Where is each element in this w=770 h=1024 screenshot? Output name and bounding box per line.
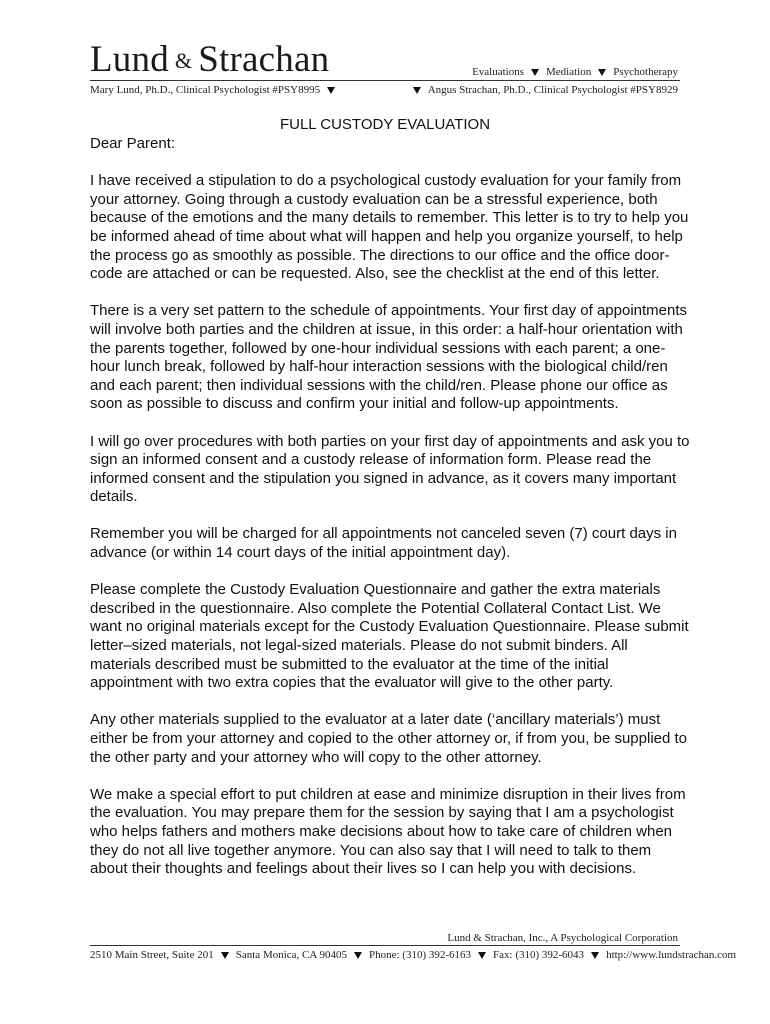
document-title: FULL CUSTODY EVALUATION xyxy=(279,116,491,133)
address-street: 2510 Main Street, Suite 201 xyxy=(90,949,214,961)
brand-logo xyxy=(90,40,329,84)
leaf-bullet-icon xyxy=(354,952,362,959)
right-credit-text: Angus Strachan, Ph.D., Clinical Psychologist #PSY8929 xyxy=(427,84,678,96)
header-divider xyxy=(90,80,680,81)
brand-name-strachan: Strachan xyxy=(198,39,330,80)
address-city: Santa Monica, CA 90405 xyxy=(235,949,347,961)
paragraph: Remember you will be charged for all appointments not canceled seven (7) court days in advance (or within 14 court days of the initial appointment day). xyxy=(90,525,677,562)
address-phone: Phone: (310) 392-6163 xyxy=(368,949,472,961)
letter-body xyxy=(90,135,690,897)
paragraph: We make a special effort to put children at ease and minimize disruption in their lives from the evaluation. You may prepare them for the session by saying that I am a psychologist who helps fathers and mothers make decisions about how to take care of children when they do not all live together anymore. You can also say that I will need to talk to them about their thoughts and feelings about their lives so I can help you with decisions. xyxy=(90,785,686,878)
salutation: Dear Parent: xyxy=(90,135,176,152)
paragraph: There is a very set pattern to the schedule of appointments. Your first day of appointments will involve both parties and the children at issue, in this order: a half-hour orientation with the parents together, followed by one-hour individual sessions with each parent; a one-hour lunch break, followed by half-hour interaction sessions with the biological child/ren and each parent; then individual sessions with the child/ren. Please phone our office as soon as possible to discuss and confirm your initial and follow-up appointments. xyxy=(90,302,688,413)
paragraph: Any other materials supplied to the evaluator at a later date (‘ancillary materials’) must either be from your attorney and copied to the other attorney or, if from you, be supplied to the other party and your attorney who will copy to the other attorney. xyxy=(90,711,688,766)
brand-name-lund: Lund xyxy=(90,39,169,80)
brand-ampersand: & xyxy=(174,48,193,73)
service-evaluations: Evaluations xyxy=(472,66,525,78)
leaf-bullet-icon xyxy=(598,69,606,76)
service-mediation: Mediation xyxy=(546,66,592,78)
leaf-bullet-icon xyxy=(327,87,335,94)
address-line xyxy=(90,949,736,961)
paragraph: I have received a stipulation to do a psychological custody evaluation for your family from your attorney. Going through a custody evaluation can be a stressful experience, both because of the emotions and the many details to remember. This letter is to try to help you be informed ahead of time about what will happen and help you organize yourself, to help the process go as smoothly as possible. The directions to our office and the office door-code are attached or can be requested. Also, see the checklist at the end of this letter. xyxy=(90,172,689,283)
left-credit-text: Mary Lund, Ph.D., Clinical Psychologist #PSY8995 xyxy=(90,84,321,96)
leaf-bullet-icon xyxy=(413,87,421,94)
address-fax: Fax: (310) 392-6043 xyxy=(493,949,585,961)
footer-divider xyxy=(90,945,680,946)
leaf-bullet-icon xyxy=(531,69,539,76)
address-website: http://www.lundstrachan.com xyxy=(606,949,737,961)
leaf-bullet-icon xyxy=(478,952,486,959)
left-credit xyxy=(90,84,342,96)
services-list xyxy=(472,66,678,78)
service-psychotherapy: Psychotherapy xyxy=(613,66,678,78)
leaf-bullet-icon xyxy=(221,952,229,959)
right-credit xyxy=(406,84,678,96)
paragraph: Please complete the Custody Evaluation Questionnaire and gather the extra materials described in the questionnaire. Also complete the Potential Collateral Contact List. We want no original materials except for the Custody Evaluation Questionnaire. Please submit letter–sized materials, not legal-sized materials. Please do not submit binders. All materials described must be submitted to the evaluator at the time of the initial appointment with two extra copies that the evaluator will give to the other party. xyxy=(90,581,689,692)
paragraph: I will go over procedures with both parties on your first day of appointments and ask you to sign an informed consent and a custody release of information form. Please read the informed consent and the stipulation you signed in advance, as it covers many important details. xyxy=(90,432,690,506)
leaf-bullet-icon xyxy=(591,952,599,959)
corporation-line: Lund & Strachan, Inc., A Psychological Corporation xyxy=(447,932,678,944)
